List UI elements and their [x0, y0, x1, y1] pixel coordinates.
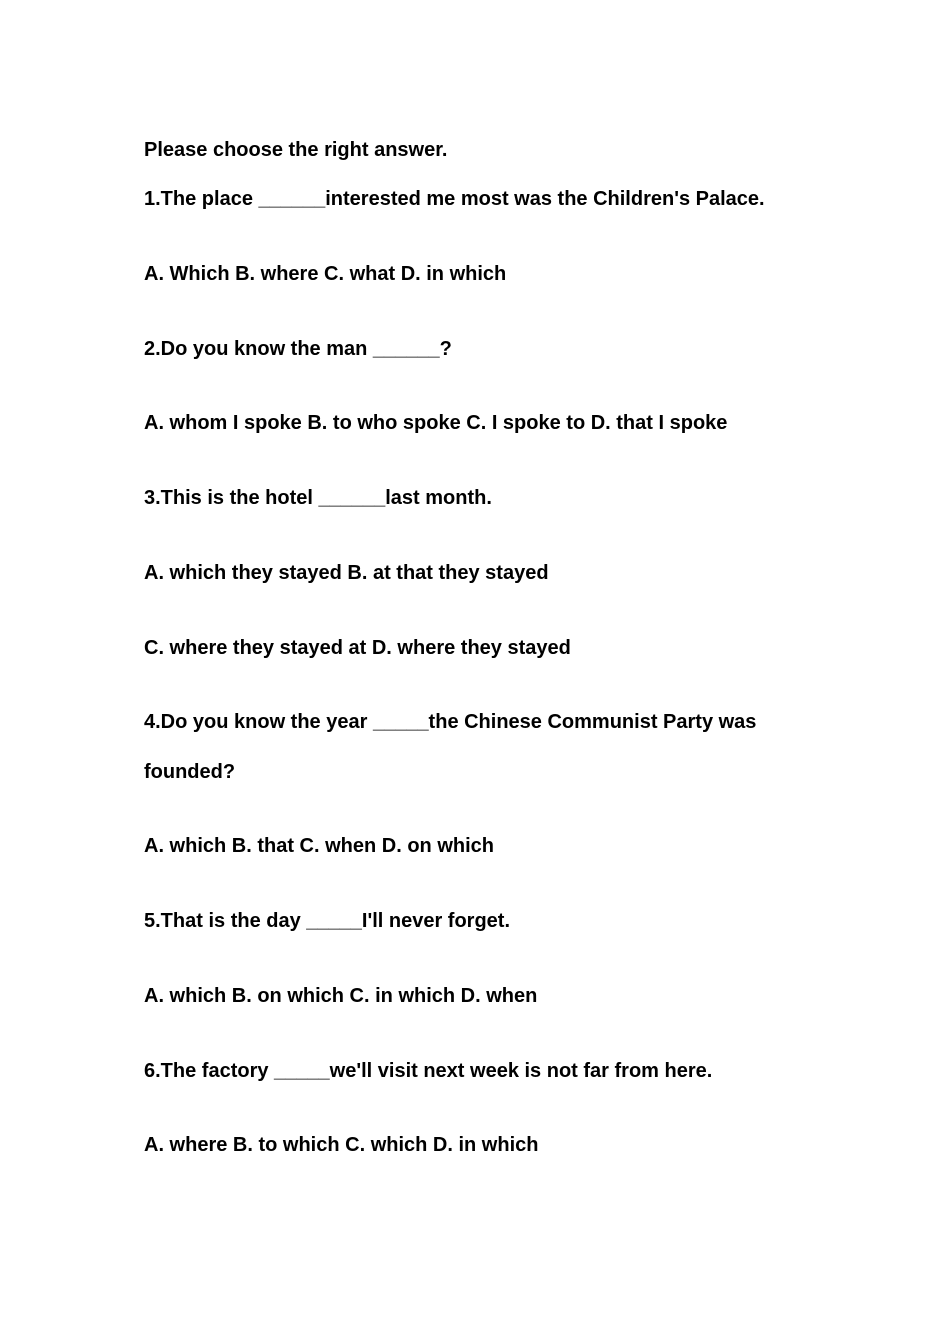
question-3-text: 3.This is the hotel ______last month.: [144, 487, 492, 509]
question-5-options: A. which B. on which C. in which D. when: [144, 985, 538, 1007]
question-4-text-line-2: founded?: [144, 761, 236, 783]
question-2-text: 2.Do you know the man ______?: [144, 338, 452, 360]
question-1-text: 1.The place ______interested me most was the Children's Palace.: [144, 188, 765, 210]
instruction-text: Please choose the right answer.: [144, 139, 448, 161]
question-4-text-line-1: 4.Do you know the year _____the Chinese Communist Party was: [144, 711, 757, 733]
question-6-text: 6.The factory _____we'll visit next week is not far from here.: [144, 1060, 713, 1082]
question-6-options: A. where B. to which C. which D. in which: [144, 1134, 539, 1156]
question-2-options: A. whom I spoke B. to who spoke C. I spoke to D. that I spoke: [144, 412, 728, 434]
question-4-options: A. which B. that C. when D. on which: [144, 835, 494, 857]
question-1-options: A. Which B. where C. what D. in which: [144, 263, 507, 285]
question-3-options-line-2: C. where they stayed at D. where they stayed: [144, 637, 571, 659]
question-3-options-line-1: A. which they stayed B. at that they stayed: [144, 562, 549, 584]
question-5-text: 5.That is the day _____I'll never forget.: [144, 910, 511, 932]
